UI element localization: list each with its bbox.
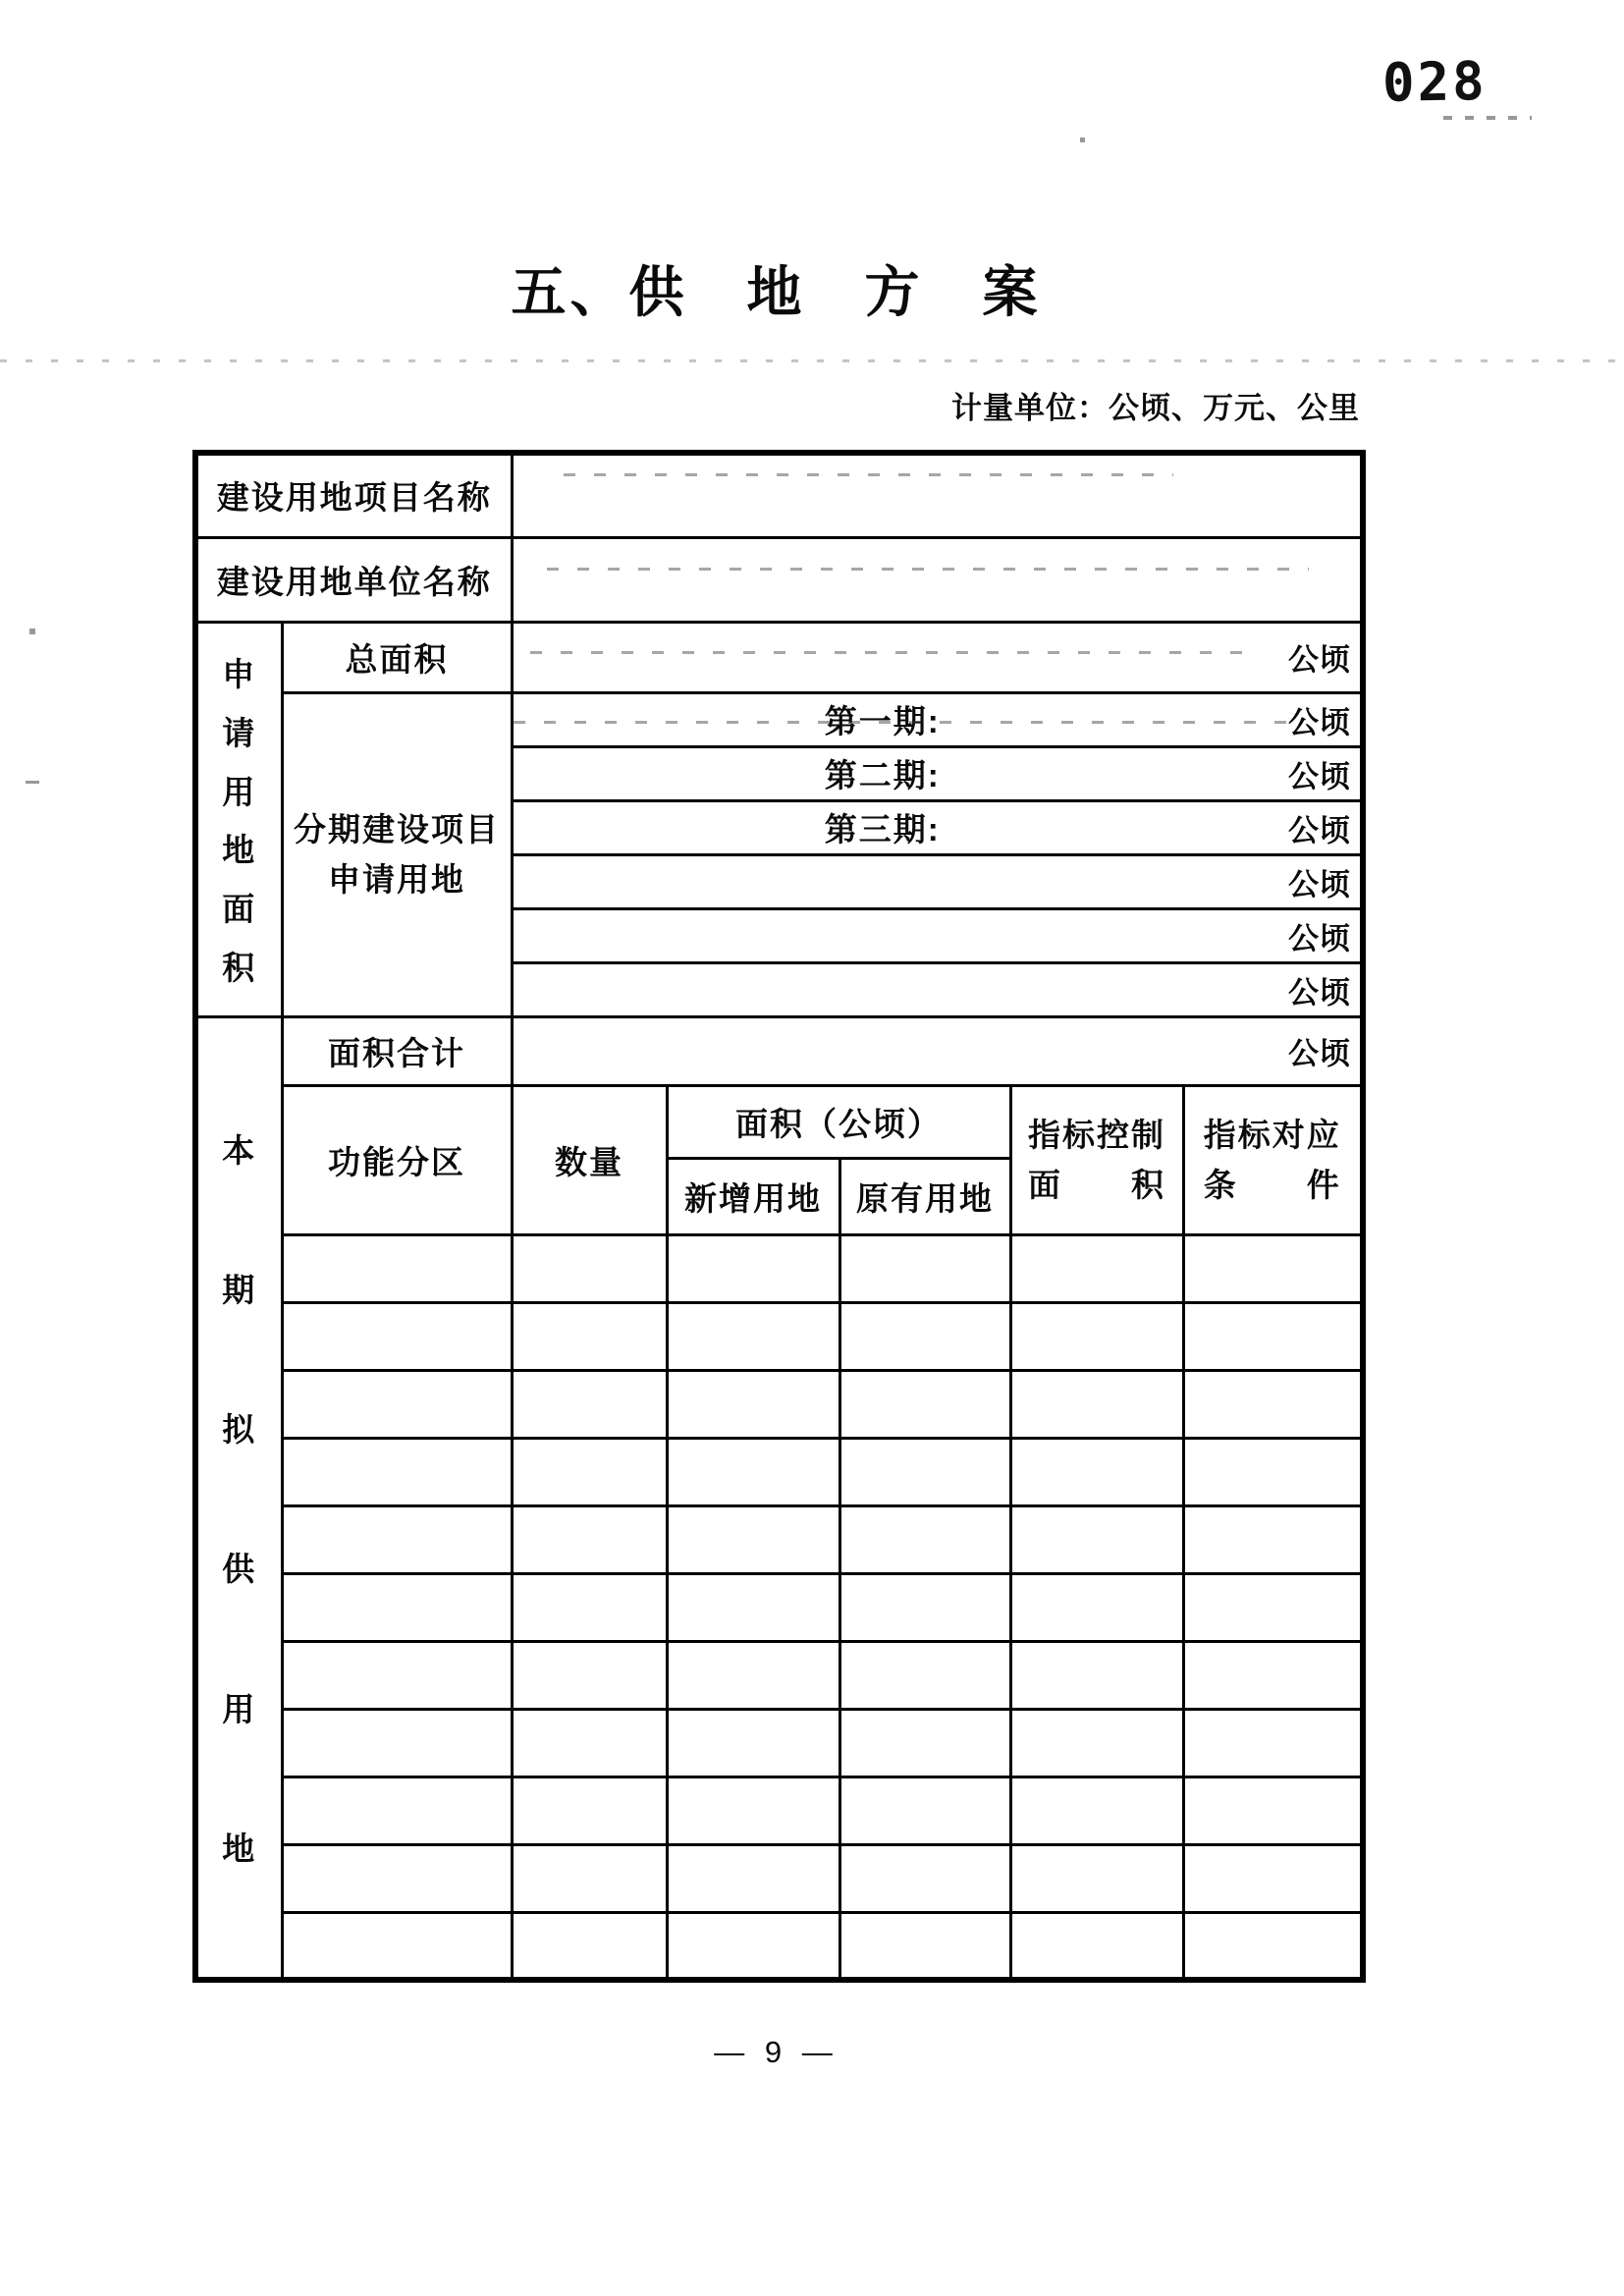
vertical-label-char: 用 bbox=[222, 773, 257, 810]
grid-header-row-1 bbox=[195, 1085, 1363, 1158]
supply-body-cell bbox=[1010, 1912, 1183, 1980]
supply-body-row bbox=[195, 1302, 1363, 1370]
unit-name-value-cell bbox=[512, 537, 1363, 622]
phased-label-line1: 分期建设项目 bbox=[294, 810, 500, 847]
unit-label: 公顷 bbox=[1288, 813, 1352, 847]
phase-5-value-cell bbox=[512, 908, 1363, 962]
supply-body-cell bbox=[512, 1912, 667, 1980]
supply-body-cell bbox=[282, 1370, 512, 1438]
phased-label-line2: 申请用地 bbox=[328, 861, 465, 898]
supply-body-cell bbox=[512, 1505, 667, 1573]
unit-label: 公顷 bbox=[1288, 975, 1352, 1010]
supply-body-cell bbox=[1183, 1573, 1363, 1641]
indicator-condition-line1: 指标对应 bbox=[1203, 1116, 1341, 1153]
vertical-label-char: 地 bbox=[222, 1830, 257, 1867]
supply-body-cell bbox=[667, 1370, 839, 1438]
indicator-condition-line2: 条 件 bbox=[1203, 1167, 1341, 1203]
supply-body-cell bbox=[282, 1302, 512, 1370]
supply-body-row bbox=[195, 1641, 1363, 1709]
phase-3-label: 第三期: bbox=[824, 811, 941, 847]
scan-artifact bbox=[564, 473, 1173, 476]
column-header-area-group: 面积（公顷） bbox=[667, 1085, 1010, 1158]
page-number: — 9 — bbox=[714, 2035, 839, 2069]
supply-body-cell bbox=[1183, 1844, 1363, 1912]
supply-body-cell bbox=[667, 1302, 839, 1370]
unit-label: 公顷 bbox=[1288, 642, 1352, 678]
supply-body-cell bbox=[282, 1641, 512, 1709]
supply-body-cell bbox=[512, 1573, 667, 1641]
supply-body-cell bbox=[1183, 1370, 1363, 1438]
supply-body-row bbox=[195, 1438, 1363, 1505]
supply-body-cell bbox=[839, 1438, 1010, 1505]
vertical-label-char: 积 bbox=[222, 949, 257, 986]
supply-body-row bbox=[195, 1505, 1363, 1573]
unit-label: 公顷 bbox=[1288, 759, 1352, 793]
supply-body-cell bbox=[1010, 1234, 1183, 1302]
unit-name-label: 建设用地单位名称 bbox=[195, 537, 512, 622]
supply-body-cell bbox=[1010, 1370, 1183, 1438]
column-header-new-land: 新增用地 bbox=[667, 1158, 839, 1234]
supply-body-cell bbox=[512, 1438, 667, 1505]
supply-body-cell bbox=[667, 1438, 839, 1505]
vertical-label-char: 用 bbox=[222, 1690, 257, 1727]
supply-body-cell bbox=[839, 1777, 1010, 1844]
column-header-indicator-condition bbox=[1183, 1085, 1363, 1234]
supply-body-row bbox=[195, 1844, 1363, 1912]
supply-body-row bbox=[195, 1777, 1363, 1844]
vertical-label-char: 拟 bbox=[222, 1411, 257, 1449]
supply-body-cell bbox=[1183, 1302, 1363, 1370]
vertical-label-char: 本 bbox=[222, 1131, 257, 1169]
supply-body-cell bbox=[1183, 1438, 1363, 1505]
project-name-value-cell bbox=[512, 453, 1363, 537]
supply-body-cell bbox=[839, 1844, 1010, 1912]
supply-body-cell bbox=[512, 1777, 667, 1844]
phase-row bbox=[195, 692, 1363, 746]
phase-1-label: 第一期: bbox=[824, 703, 941, 739]
unit-label: 公顷 bbox=[1288, 1036, 1352, 1071]
area-sum-value-cell bbox=[512, 1016, 1363, 1085]
supply-body-row bbox=[195, 1370, 1363, 1438]
supply-body-cell bbox=[282, 1573, 512, 1641]
column-header-existing-land: 原有用地 bbox=[839, 1158, 1010, 1234]
supply-body-cell bbox=[667, 1844, 839, 1912]
supply-body-cell bbox=[282, 1709, 512, 1777]
total-area-row bbox=[195, 622, 1363, 692]
supply-body-cell bbox=[839, 1641, 1010, 1709]
scan-artifact bbox=[1080, 137, 1085, 142]
supply-body-cell bbox=[512, 1370, 667, 1438]
scan-artifact bbox=[1443, 116, 1532, 120]
supply-body-cell bbox=[282, 1912, 512, 1980]
supply-body-cell bbox=[512, 1641, 667, 1709]
vertical-label-char: 地 bbox=[222, 832, 257, 869]
scan-artifact bbox=[29, 629, 35, 634]
project-name-label: 建设用地项目名称 bbox=[195, 453, 512, 537]
scan-artifact bbox=[0, 359, 1624, 362]
indicator-control-line1: 指标控制 bbox=[1028, 1116, 1165, 1153]
vertical-label-char: 申 bbox=[222, 656, 257, 693]
supply-body-cell bbox=[667, 1573, 839, 1641]
supply-body-cell bbox=[667, 1709, 839, 1777]
phase-2-value-cell bbox=[512, 746, 1363, 800]
supply-body-cell bbox=[282, 1234, 512, 1302]
supply-body-cell bbox=[839, 1234, 1010, 1302]
phase-6-value-cell bbox=[512, 962, 1363, 1016]
land-supply-form-table bbox=[192, 450, 1366, 1983]
supply-body-cell bbox=[839, 1573, 1010, 1641]
supply-body-cell bbox=[1183, 1709, 1363, 1777]
supply-body-cell bbox=[282, 1844, 512, 1912]
supply-body-cell bbox=[1010, 1438, 1183, 1505]
scan-artifact bbox=[530, 651, 1259, 654]
total-area-label: 总面积 bbox=[282, 622, 512, 692]
supply-body-cell bbox=[1010, 1777, 1183, 1844]
apply-area-vertical-label bbox=[195, 622, 282, 1016]
vertical-label-char: 请 bbox=[222, 714, 257, 751]
indicator-control-line2: 面 积 bbox=[1028, 1167, 1165, 1203]
supply-body-cell bbox=[1010, 1709, 1183, 1777]
supply-body-row bbox=[195, 1234, 1363, 1302]
supply-body-cell bbox=[667, 1912, 839, 1980]
column-header-zone: 功能分区 bbox=[282, 1085, 512, 1234]
area-sum-label: 面积合计 bbox=[282, 1016, 512, 1085]
supply-body-cell bbox=[667, 1777, 839, 1844]
supply-body-cell bbox=[1010, 1844, 1183, 1912]
scan-artifact bbox=[547, 568, 1309, 571]
supply-body-cell bbox=[512, 1302, 667, 1370]
vertical-label-char: 供 bbox=[222, 1551, 257, 1588]
phase-4-value-cell bbox=[512, 854, 1363, 908]
supply-body-cell bbox=[282, 1777, 512, 1844]
supply-body-cell bbox=[839, 1912, 1010, 1980]
unit-label: 公顷 bbox=[1288, 921, 1352, 956]
supply-body-cell bbox=[839, 1505, 1010, 1573]
supply-body-cell bbox=[1183, 1641, 1363, 1709]
supply-body-cell bbox=[1183, 1777, 1363, 1844]
supply-body-cell bbox=[839, 1709, 1010, 1777]
supply-body-cell bbox=[1010, 1505, 1183, 1573]
unit-label: 公顷 bbox=[1288, 867, 1352, 902]
supply-body-cell bbox=[667, 1641, 839, 1709]
phase-2-label: 第二期: bbox=[824, 757, 941, 793]
column-header-quantity: 数量 bbox=[512, 1085, 667, 1234]
supply-body-cell bbox=[1183, 1912, 1363, 1980]
document-title: 五、供 地 方 案 bbox=[511, 261, 1042, 323]
vertical-label-char: 面 bbox=[222, 891, 257, 928]
supply-body-cell bbox=[1010, 1641, 1183, 1709]
measurement-unit-note: 计量单位：公顷、万元、公里 bbox=[951, 391, 1360, 425]
unit-name-row bbox=[195, 537, 1363, 622]
supply-body-cell bbox=[282, 1505, 512, 1573]
supply-body-cell bbox=[512, 1709, 667, 1777]
supply-body-cell bbox=[1183, 1234, 1363, 1302]
supply-body-cell bbox=[667, 1234, 839, 1302]
supply-body-cell bbox=[839, 1302, 1010, 1370]
supply-body-row bbox=[195, 1573, 1363, 1641]
phased-project-label bbox=[282, 692, 512, 1016]
supply-body-cell bbox=[512, 1844, 667, 1912]
project-name-row bbox=[195, 453, 1363, 537]
supply-section-vertical-label bbox=[195, 1016, 282, 1980]
supply-body-cell bbox=[667, 1505, 839, 1573]
supply-body-cell bbox=[512, 1234, 667, 1302]
supply-body-cell bbox=[282, 1438, 512, 1505]
vertical-label-char: 期 bbox=[222, 1271, 257, 1308]
supply-body-cell bbox=[839, 1370, 1010, 1438]
total-area-value-cell bbox=[512, 622, 1363, 692]
supply-body-cell bbox=[1183, 1505, 1363, 1573]
scan-artifact bbox=[26, 781, 39, 784]
supply-body-row bbox=[195, 1912, 1363, 1980]
supply-body-cell bbox=[1010, 1302, 1183, 1370]
phase-1-value-cell bbox=[512, 692, 1363, 746]
page-stamp-number: 028 bbox=[1381, 50, 1489, 114]
supply-body-cell bbox=[1010, 1573, 1183, 1641]
unit-label: 公顷 bbox=[1288, 705, 1352, 739]
area-sum-row bbox=[195, 1016, 1363, 1085]
supply-body-row bbox=[195, 1709, 1363, 1777]
phase-3-value-cell bbox=[512, 800, 1363, 854]
column-header-indicator-control bbox=[1010, 1085, 1183, 1234]
